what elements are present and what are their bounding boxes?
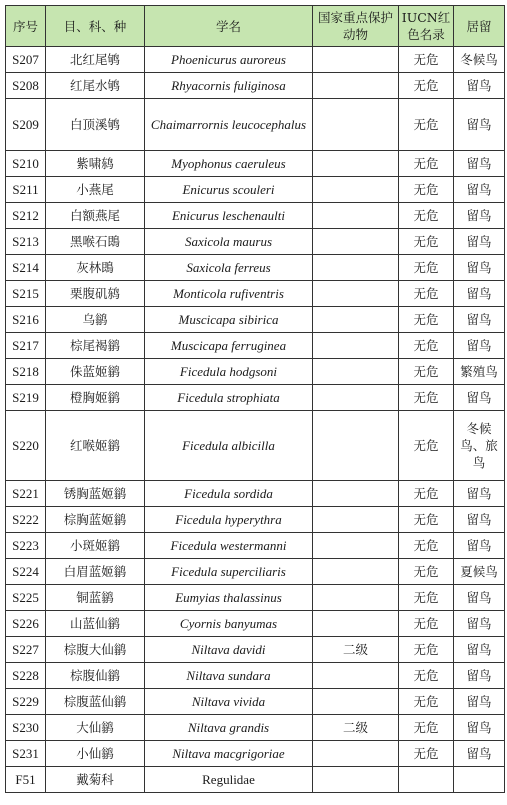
cell-chinese-name: 棕腹大仙鹟 [46,637,145,663]
cell-protection-level [313,611,399,637]
cell-scientific-name: Rhyacornis fuliginosa [145,73,313,99]
header-iucn-status: IUCN红色名录 [399,6,454,47]
table-row [6,333,505,359]
cell-serial-number: S207 [6,47,46,73]
cell-protection-level [313,411,399,481]
cell-scientific-name: Regulidae [145,767,313,793]
cell-iucn-status: 无危 [399,741,454,767]
cell-protection-level [313,281,399,307]
header-residency: 居留 [454,6,505,47]
cell-chinese-name: 侏蓝姬鹟 [46,359,145,385]
cell-scientific-name: Chaimarrornis leucocephalus [145,99,313,151]
cell-serial-number: F51 [6,767,46,793]
cell-serial-number: S224 [6,559,46,585]
cell-iucn-status: 无危 [399,99,454,151]
cell-iucn-status: 无危 [399,481,454,507]
cell-chinese-name: 灰林鵖 [46,255,145,281]
cell-protection-level [313,47,399,73]
cell-iucn-status: 无危 [399,151,454,177]
cell-serial-number: S216 [6,307,46,333]
cell-serial-number: S208 [6,73,46,99]
table-row [6,559,505,585]
cell-protection-level [313,741,399,767]
cell-residency: 留鸟 [454,333,505,359]
table-header-row [6,6,505,47]
table-row [6,663,505,689]
cell-chinese-name: 大仙鹟 [46,715,145,741]
cell-protection-level [313,359,399,385]
cell-scientific-name: Phoenicurus auroreus [145,47,313,73]
cell-chinese-name: 棕腹仙鹟 [46,663,145,689]
cell-protection-level [313,177,399,203]
cell-residency: 留鸟 [454,177,505,203]
cell-scientific-name: Ficedula hyperythra [145,507,313,533]
cell-serial-number: S226 [6,611,46,637]
cell-scientific-name: Ficedula hodgsoni [145,359,313,385]
cell-scientific-name: Ficedula superciliaris [145,559,313,585]
cell-iucn-status: 无危 [399,73,454,99]
table-row [6,73,505,99]
table-row [6,229,505,255]
cell-iucn-status: 无危 [399,611,454,637]
table-row [6,767,505,793]
cell-residency: 留鸟 [454,99,505,151]
cell-residency: 留鸟 [454,585,505,611]
cell-chinese-name: 山蓝仙鹟 [46,611,145,637]
table-row [6,715,505,741]
table-row [6,99,505,151]
cell-protection-level [313,73,399,99]
cell-iucn-status: 无危 [399,637,454,663]
cell-serial-number: S219 [6,385,46,411]
cell-protection-level [313,559,399,585]
cell-protection-level [313,99,399,151]
cell-serial-number: S228 [6,663,46,689]
header-national-protection: 国家重点保护动物 [313,6,399,47]
cell-scientific-name: Saxicola ferreus [145,255,313,281]
table-row [6,411,505,481]
cell-iucn-status: 无危 [399,507,454,533]
cell-protection-level [313,307,399,333]
cell-iucn-status: 无危 [399,585,454,611]
cell-serial-number: S210 [6,151,46,177]
cell-chinese-name: 橙胸姬鹟 [46,385,145,411]
cell-chinese-name: 戴菊科 [46,767,145,793]
cell-residency: 留鸟 [454,203,505,229]
cell-chinese-name: 小仙鹟 [46,741,145,767]
species-table-container [5,5,505,793]
cell-chinese-name: 北红尾鸲 [46,47,145,73]
cell-serial-number: S227 [6,637,46,663]
cell-residency: 冬候鸟 [454,47,505,73]
cell-residency: 留鸟 [454,73,505,99]
cell-residency [454,767,505,793]
cell-scientific-name: Ficedula strophiata [145,385,313,411]
cell-iucn-status [399,767,454,793]
cell-residency: 留鸟 [454,507,505,533]
cell-residency: 留鸟 [454,229,505,255]
cell-serial-number: S212 [6,203,46,229]
cell-residency: 留鸟 [454,151,505,177]
cell-protection-level [313,203,399,229]
table-row [6,533,505,559]
cell-residency: 留鸟 [454,533,505,559]
cell-chinese-name: 小燕尾 [46,177,145,203]
cell-serial-number: S213 [6,229,46,255]
table-row [6,255,505,281]
header-scientific-name: 学名 [145,6,313,47]
cell-serial-number: S222 [6,507,46,533]
cell-protection-level [313,663,399,689]
species-table [5,5,505,793]
cell-scientific-name: Niltava grandis [145,715,313,741]
cell-protection-level [313,767,399,793]
cell-iucn-status: 无危 [399,559,454,585]
cell-iucn-status: 无危 [399,229,454,255]
table-row [6,47,505,73]
cell-serial-number: S218 [6,359,46,385]
cell-chinese-name: 小斑姬鹟 [46,533,145,559]
cell-iucn-status: 无危 [399,411,454,481]
cell-protection-level [313,255,399,281]
cell-residency: 留鸟 [454,689,505,715]
cell-iucn-status: 无危 [399,307,454,333]
cell-chinese-name: 铜蓝鹟 [46,585,145,611]
cell-serial-number: S231 [6,741,46,767]
table-row [6,507,505,533]
cell-chinese-name: 黑喉石鵖 [46,229,145,255]
header-serial-number: 序号 [6,6,46,47]
cell-protection-level [313,689,399,715]
cell-protection-level: 二级 [313,715,399,741]
cell-residency: 留鸟 [454,481,505,507]
cell-scientific-name: Eumyias thalassinus [145,585,313,611]
cell-serial-number: S217 [6,333,46,359]
cell-scientific-name: Myophonus caeruleus [145,151,313,177]
cell-serial-number: S221 [6,481,46,507]
table-row [6,689,505,715]
cell-scientific-name: Ficedula westermanni [145,533,313,559]
cell-iucn-status: 无危 [399,281,454,307]
cell-residency: 留鸟 [454,611,505,637]
table-row [6,741,505,767]
cell-scientific-name: Niltava macgrigoriae [145,741,313,767]
cell-iucn-status: 无危 [399,385,454,411]
cell-serial-number: S209 [6,99,46,151]
cell-residency: 留鸟 [454,307,505,333]
cell-scientific-name: Enicurus leschenaulti [145,203,313,229]
cell-chinese-name: 棕腹蓝仙鹟 [46,689,145,715]
cell-chinese-name: 棕胸蓝姬鹟 [46,507,145,533]
cell-chinese-name: 白眉蓝姬鹟 [46,559,145,585]
cell-scientific-name: Cyornis banyumas [145,611,313,637]
table-row [6,307,505,333]
cell-protection-level [313,229,399,255]
cell-chinese-name: 白顶溪鸲 [46,99,145,151]
cell-protection-level [313,481,399,507]
header-taxon: 目、科、种 [46,6,145,47]
cell-residency: 留鸟 [454,255,505,281]
table-body [6,47,505,793]
cell-residency: 冬候鸟、旅鸟 [454,411,505,481]
cell-scientific-name: Enicurus scouleri [145,177,313,203]
cell-iucn-status: 无危 [399,333,454,359]
cell-scientific-name: Niltava vivida [145,689,313,715]
cell-chinese-name: 锈胸蓝姬鹟 [46,481,145,507]
cell-chinese-name: 白额燕尾 [46,203,145,229]
cell-iucn-status: 无危 [399,47,454,73]
cell-serial-number: S230 [6,715,46,741]
table-row [6,359,505,385]
cell-residency: 留鸟 [454,663,505,689]
cell-serial-number: S220 [6,411,46,481]
cell-serial-number: S229 [6,689,46,715]
cell-protection-level [313,385,399,411]
cell-iucn-status: 无危 [399,359,454,385]
cell-scientific-name: Niltava sundara [145,663,313,689]
table-row [6,385,505,411]
cell-serial-number: S211 [6,177,46,203]
cell-residency: 留鸟 [454,281,505,307]
cell-residency: 留鸟 [454,637,505,663]
cell-scientific-name: Ficedula albicilla [145,411,313,481]
table-row [6,637,505,663]
cell-scientific-name: Muscicapa ferruginea [145,333,313,359]
cell-residency: 留鸟 [454,715,505,741]
cell-chinese-name: 紫啸鸫 [46,151,145,177]
cell-chinese-name: 红喉姬鹟 [46,411,145,481]
cell-iucn-status: 无危 [399,203,454,229]
cell-protection-level [313,507,399,533]
cell-serial-number: S214 [6,255,46,281]
cell-iucn-status: 无危 [399,663,454,689]
cell-iucn-status: 无危 [399,177,454,203]
cell-chinese-name: 乌鹟 [46,307,145,333]
cell-scientific-name: Monticola rufiventris [145,281,313,307]
cell-iucn-status: 无危 [399,715,454,741]
table-row [6,481,505,507]
cell-residency: 繁殖鸟 [454,359,505,385]
cell-serial-number: S225 [6,585,46,611]
cell-serial-number: S223 [6,533,46,559]
cell-scientific-name: Muscicapa sibirica [145,307,313,333]
cell-chinese-name: 红尾水鸲 [46,73,145,99]
cell-chinese-name: 棕尾褐鹟 [46,333,145,359]
cell-iucn-status: 无危 [399,689,454,715]
cell-chinese-name: 栗腹矶鸫 [46,281,145,307]
cell-residency: 留鸟 [454,741,505,767]
cell-scientific-name: Ficedula sordida [145,481,313,507]
cell-protection-level [313,333,399,359]
cell-scientific-name: Niltava davidi [145,637,313,663]
cell-serial-number: S215 [6,281,46,307]
table-row [6,203,505,229]
cell-residency: 留鸟 [454,385,505,411]
table-row [6,151,505,177]
cell-iucn-status: 无危 [399,533,454,559]
cell-protection-level [313,585,399,611]
cell-protection-level: 二级 [313,637,399,663]
table-row [6,281,505,307]
cell-scientific-name: Saxicola maurus [145,229,313,255]
cell-protection-level [313,533,399,559]
cell-residency: 夏候鸟 [454,559,505,585]
table-row [6,177,505,203]
table-row [6,585,505,611]
table-row [6,611,505,637]
cell-protection-level [313,151,399,177]
cell-iucn-status: 无危 [399,255,454,281]
